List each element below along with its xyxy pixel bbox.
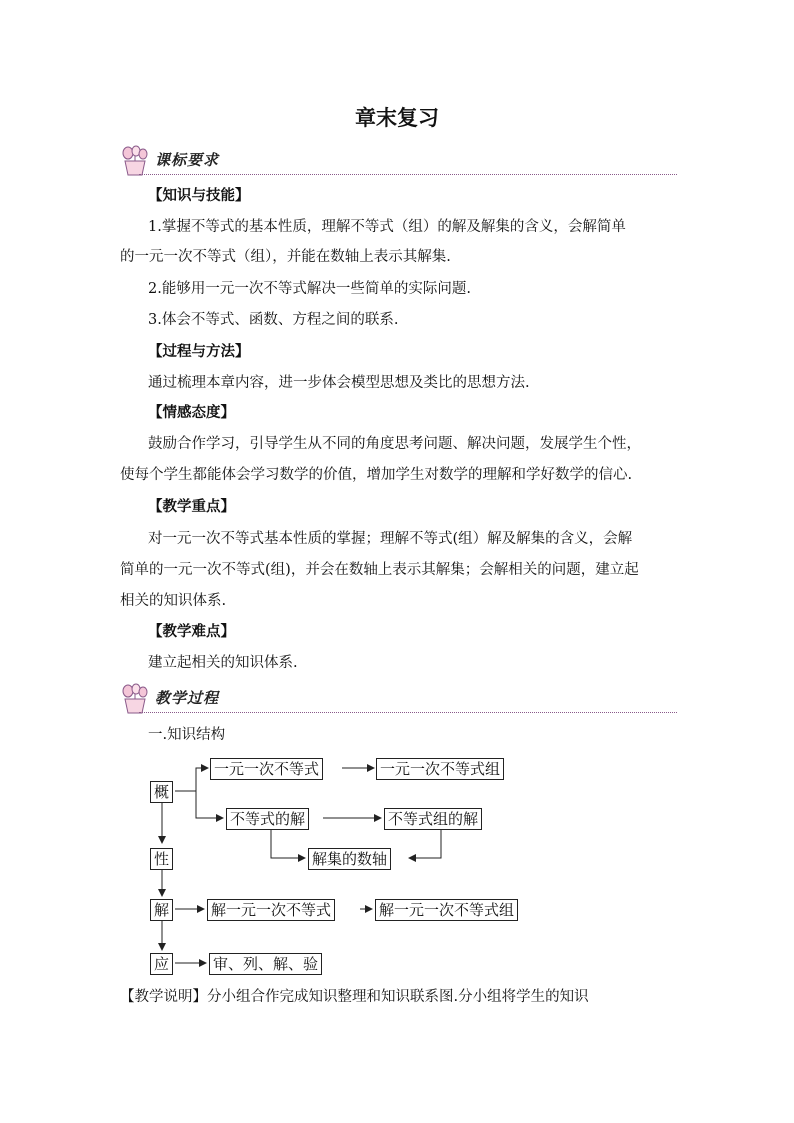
node-apply-steps: 审、列、解、验 <box>209 953 322 975</box>
section-header-process <box>117 683 677 717</box>
emotion-line-2: 使每个学生都能体会学习数学的价值，增加学生对数学的理解和学好数学的信心. <box>120 467 633 483</box>
section-header-requirements <box>117 145 677 179</box>
knowledge-item-2: 2.能够用一元一次不等式解决一些简单的实际问题. <box>148 281 471 297</box>
key-heading: 【教学重点】 <box>148 499 235 515</box>
section-divider <box>139 712 677 713</box>
key-line-2: 简单的一元一次不等式(组)，并会在数轴上表示其解集；会解相关的问题，建立起 <box>120 562 639 578</box>
node-linear-inequality-group: 一元一次不等式组 <box>376 758 504 780</box>
knowledge-item-1-line2: 的一元一次不等式（组），并能在数轴上表示其解集. <box>120 249 451 265</box>
page-title: 章末复习 <box>355 106 439 130</box>
node-solution-set-numberline: 解集的数轴 <box>308 848 391 870</box>
node-inequality-group-solution: 不等式组的解 <box>384 808 482 830</box>
knowledge-heading: 【知识与技能】 <box>148 188 250 204</box>
section-label: 课标要求 <box>155 151 220 169</box>
node-solve-inequality: 解一元一次不等式 <box>207 899 335 921</box>
node-solve-inequality-group: 解一元一次不等式组 <box>375 899 518 921</box>
node-solve: 解 <box>150 899 173 921</box>
node-linear-inequality: 一元一次不等式 <box>210 758 323 780</box>
section-divider <box>139 174 677 175</box>
key-line-1: 对一元一次不等式基本性质的掌握；理解不等式(组）解及解集的含义，会解 <box>148 531 633 547</box>
node-apply: 应 <box>150 953 173 975</box>
process-text: 通过梳理本章内容，进一步体会模型思想及类比的思想方法. <box>148 375 530 391</box>
process-heading: 【过程与方法】 <box>148 344 250 360</box>
key-line-3: 相关的知识体系. <box>120 593 227 609</box>
emotion-heading: 【情感态度】 <box>148 405 235 421</box>
difficulty-text: 建立起相关的知识体系. <box>148 655 298 671</box>
teaching-note: 【教学说明】分小组合作完成知识整理和知识联系图.分小组将学生的知识 <box>120 989 589 1005</box>
emotion-line-1: 鼓励合作学习，引导学生从不同的角度思考问题、解决问题，发展学生个性， <box>148 436 641 452</box>
structure-heading: 一.知识结构 <box>148 727 226 743</box>
section-label: 教学过程 <box>155 689 220 707</box>
node-property: 性 <box>150 848 173 870</box>
difficulty-heading: 【教学难点】 <box>148 624 235 640</box>
knowledge-item-3: 3.体会不等式、函数、方程之间的联系. <box>148 312 399 328</box>
node-inequality-solution: 不等式的解 <box>226 808 309 830</box>
node-concept: 概 <box>150 781 173 803</box>
knowledge-item-1-line1: 1.掌握不等式的基本性质，理解不等式（组）的解及解集的含义，会解简单 <box>148 219 626 235</box>
